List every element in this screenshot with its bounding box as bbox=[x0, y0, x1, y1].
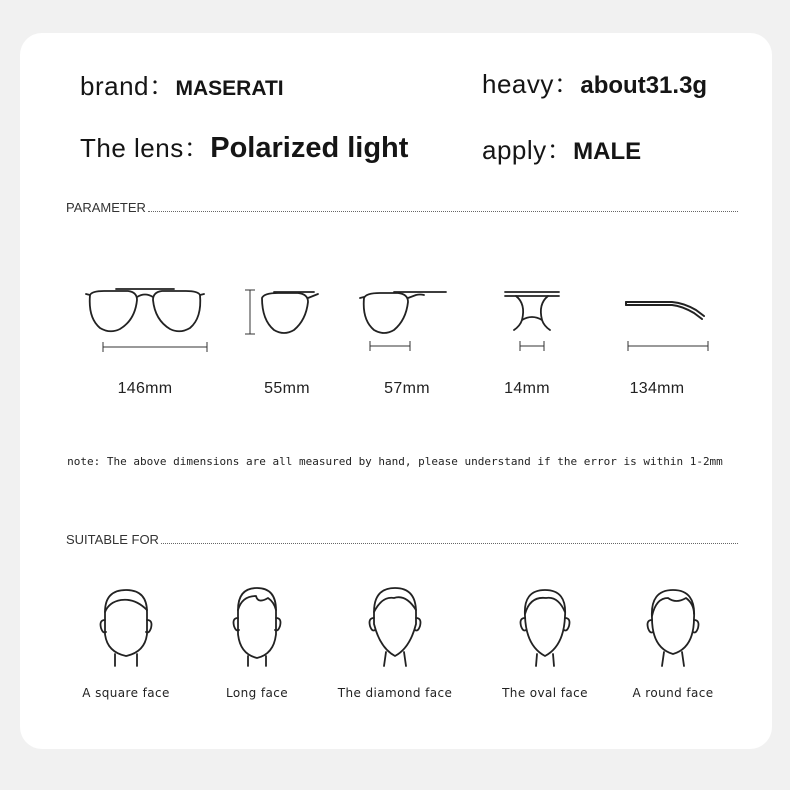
spec-apply-value: MALE bbox=[573, 138, 642, 165]
spec-heavy-value: about31.3g bbox=[580, 72, 708, 99]
spec-heavy bbox=[482, 64, 707, 101]
long-face-icon bbox=[222, 582, 292, 668]
spec-brand-value: MASERATI bbox=[175, 77, 284, 100]
face-item-long bbox=[182, 582, 332, 700]
oval-face-icon bbox=[510, 582, 580, 668]
temple-length-icon bbox=[592, 280, 722, 358]
parameter-heading bbox=[66, 200, 738, 215]
round-face-icon bbox=[638, 582, 708, 668]
spec-lens bbox=[80, 128, 408, 165]
bridge-width-icon bbox=[472, 280, 582, 358]
face-label: A square face bbox=[82, 686, 170, 700]
param-value: 146mm bbox=[117, 380, 173, 397]
param-item-frame-width bbox=[70, 280, 220, 398]
face-label: The oval face bbox=[502, 686, 588, 700]
spec-brand bbox=[80, 66, 284, 103]
spec-lens-value: Polarized light bbox=[210, 132, 409, 164]
param-item-bridge-width bbox=[452, 280, 602, 398]
param-value: 55mm bbox=[264, 380, 310, 397]
face-item-square bbox=[51, 582, 201, 700]
glasses-front-width-icon bbox=[80, 280, 210, 358]
suitable-heading-text: SUITABLE FOR bbox=[66, 532, 159, 547]
suitable-heading bbox=[66, 532, 738, 547]
face-label: The diamond face bbox=[337, 686, 453, 700]
square-face-icon bbox=[91, 582, 161, 668]
spec-brand-label: brand： bbox=[80, 71, 176, 101]
diamond-face-icon bbox=[360, 582, 430, 668]
face-item-round bbox=[598, 582, 748, 700]
face-label: Long face bbox=[225, 686, 288, 700]
face-item-diamond bbox=[320, 582, 470, 700]
param-value: 14mm bbox=[504, 380, 550, 397]
dotted-divider bbox=[161, 534, 738, 544]
parameter-heading-text: PARAMETER bbox=[66, 200, 146, 215]
spec-apply bbox=[482, 130, 641, 167]
face-label: A round face bbox=[632, 686, 714, 700]
spec-lens-label: The lens： bbox=[80, 133, 211, 163]
dotted-divider bbox=[148, 202, 738, 212]
spec-apply-label: apply： bbox=[482, 135, 574, 165]
param-item-temple-length bbox=[582, 280, 732, 398]
measurement-note: note: The above dimensions are all measured by hand, please understand if the error is within 1-2mm bbox=[67, 455, 723, 468]
lens-height-icon bbox=[232, 280, 342, 358]
lens-width-icon bbox=[352, 280, 462, 358]
spec-heavy-label: heavy： bbox=[482, 69, 581, 99]
param-value: 134mm bbox=[629, 380, 685, 397]
param-value: 57mm bbox=[384, 380, 430, 397]
